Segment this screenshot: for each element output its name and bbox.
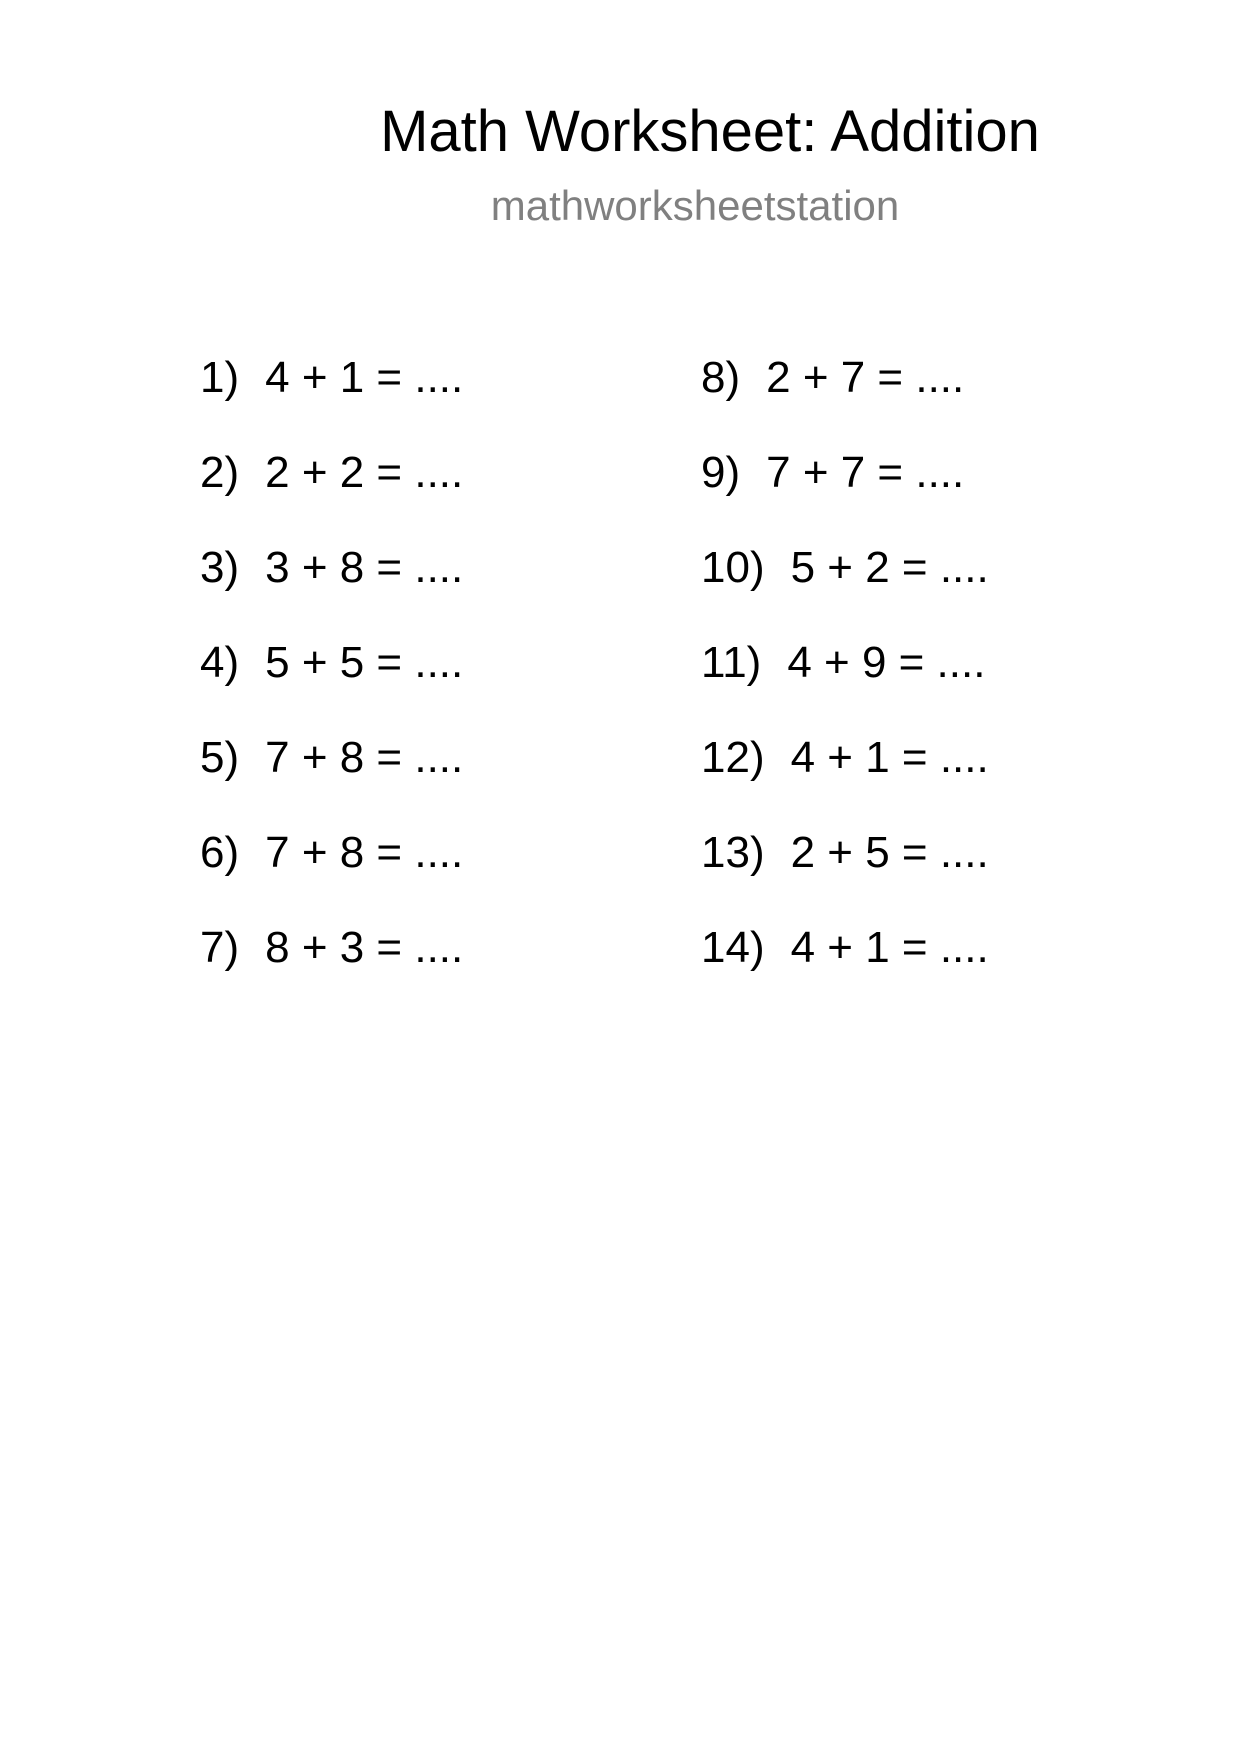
problem-number: 1) [200, 353, 240, 402]
problem-expression: 8 + 3 = .... [265, 923, 464, 972]
problem-item [701, 348, 989, 443]
problem-item [701, 633, 989, 728]
problem-expression: 4 + 1 = .... [790, 923, 989, 972]
problem-expression: 4 + 1 = .... [790, 733, 989, 782]
worksheet-title: Math Worksheet: Addition [380, 99, 1040, 164]
problem-number: 10) [701, 543, 765, 592]
problem-item [200, 823, 463, 918]
worksheet-subtitle: mathworksheetstation [490, 182, 900, 229]
problem-expression: 7 + 8 = .... [265, 733, 464, 782]
problem-expression: 3 + 8 = .... [265, 543, 464, 592]
problem-expression: 7 + 8 = .... [265, 828, 464, 877]
problem-item [701, 823, 989, 918]
problem-number: 12) [701, 733, 765, 782]
problem-number: 8) [701, 353, 741, 402]
problem-number: 4) [200, 638, 240, 687]
problem-expression: 5 + 2 = .... [790, 543, 989, 592]
problem-item [200, 918, 463, 1013]
problem-item [200, 348, 463, 443]
problem-number: 13) [701, 828, 765, 877]
problem-number: 2) [200, 448, 240, 497]
problem-number: 9) [701, 448, 741, 497]
problem-number: 7) [200, 923, 240, 972]
problem-expression: 5 + 5 = .... [265, 638, 464, 687]
problems-left-column [200, 348, 463, 1013]
problems-right-column [701, 348, 989, 1013]
problem-number: 6) [200, 828, 240, 877]
problem-number: 11) [701, 638, 762, 687]
problem-item [200, 633, 463, 728]
problem-expression: 7 + 7 = .... [766, 448, 965, 497]
problem-item [701, 728, 989, 823]
problem-item [200, 443, 463, 538]
problem-item [701, 538, 989, 633]
problem-number: 3) [200, 543, 240, 592]
problem-number: 14) [701, 923, 765, 972]
problem-expression: 2 + 2 = .... [265, 448, 464, 497]
problem-item [200, 728, 463, 823]
problem-item [701, 918, 989, 1013]
problem-item [701, 443, 989, 538]
problem-number: 5) [200, 733, 240, 782]
problem-item [200, 538, 463, 633]
problem-expression: 2 + 7 = .... [766, 353, 965, 402]
problem-expression: 2 + 5 = .... [790, 828, 989, 877]
problem-expression: 4 + 9 = .... [787, 638, 986, 687]
problem-expression: 4 + 1 = .... [265, 353, 464, 402]
